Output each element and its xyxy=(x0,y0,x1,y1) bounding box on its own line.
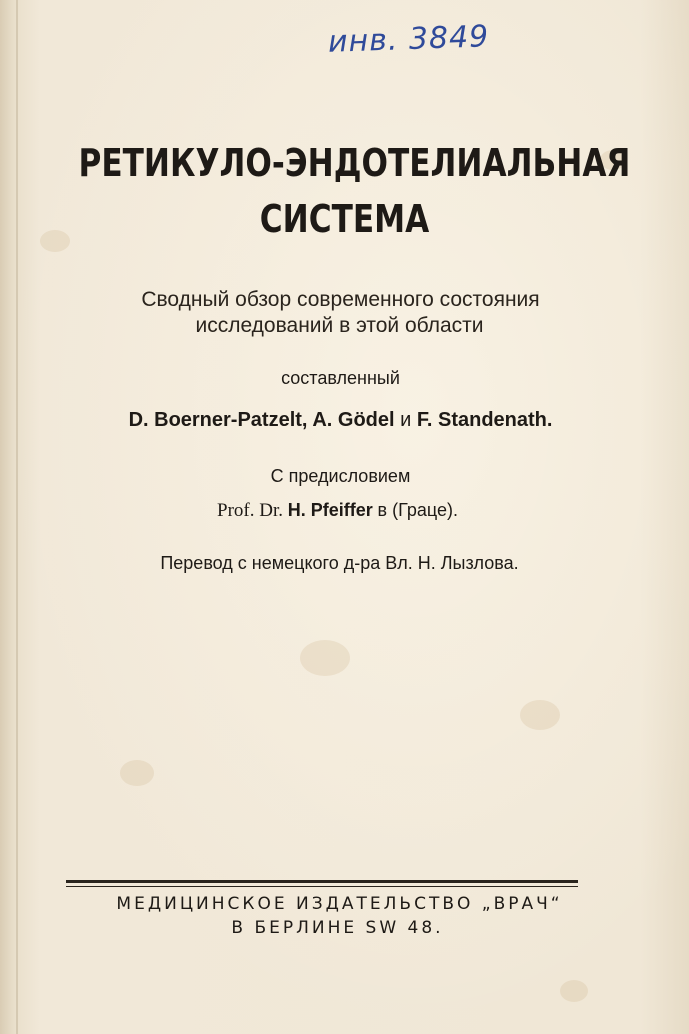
authors-line xyxy=(0,409,685,432)
compiled-by-label: составленный xyxy=(281,368,400,388)
foxing-stain xyxy=(120,760,154,786)
author-standenath: F. Standenath. xyxy=(416,409,553,431)
title-line-1: РЕТИКУЛО-ЭНДОТЕЛИАЛЬНАЯ xyxy=(78,141,631,185)
preface-author-location: в (Граце). xyxy=(377,500,458,520)
publisher-city: В БЕРЛИНЕ SW 48. xyxy=(231,918,444,938)
divider-thick xyxy=(66,880,578,883)
foxing-stain xyxy=(520,700,560,730)
author-boerner-patzelt: D. Boerner-Patzelt, xyxy=(128,409,308,431)
author-goedel: A. Gödel xyxy=(312,409,395,431)
foxing-stain xyxy=(300,640,350,676)
title-line-2: СИСТЕМА xyxy=(259,197,430,241)
divider-thin xyxy=(66,886,578,887)
subtitle-line-1: Сводный обзор современного состояния xyxy=(141,288,540,311)
subtitle-line-2: исследований в этой области xyxy=(195,314,484,337)
preface-author-name: H. Pfeiffer xyxy=(287,500,373,520)
foxing-stain xyxy=(560,980,588,1002)
inventory-number-handwritten: инв. 3849 xyxy=(327,19,490,60)
preface-label: С предисловием xyxy=(270,466,411,486)
preface-author-title: Prof. Dr. xyxy=(217,500,283,521)
translation-note: Перевод с немецкого д-ра Вл. Н. Лызлова. xyxy=(160,553,519,573)
preface-author-line xyxy=(0,500,682,522)
authors-conjunction: и xyxy=(400,409,412,431)
publisher-name: МЕДИЦИНСКОЕ ИЗДАТЕЛЬСТВО „ВРАЧ“ xyxy=(116,894,563,914)
